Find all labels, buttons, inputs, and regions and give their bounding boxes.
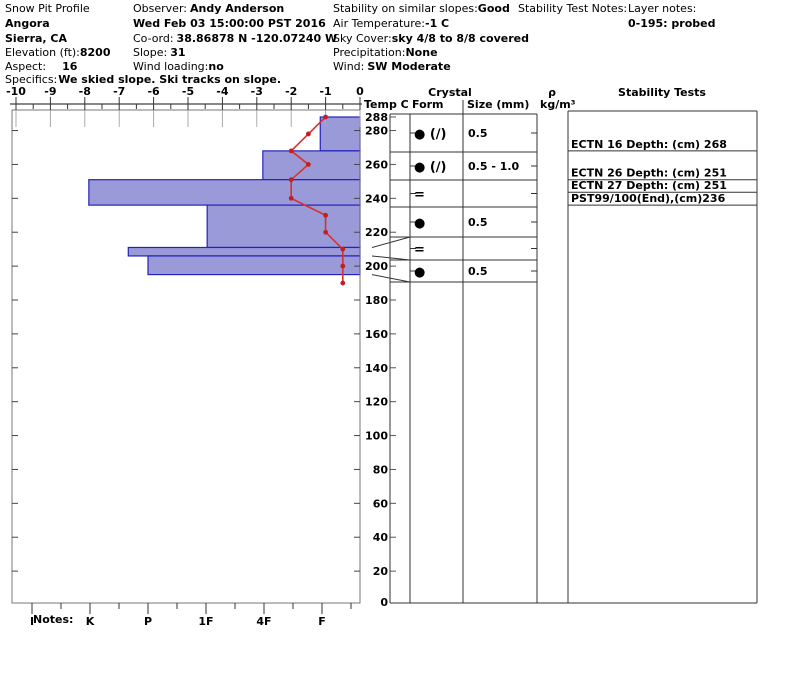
crystal-size: 0.5 — [468, 127, 488, 140]
crystal-form: = — [414, 187, 425, 203]
depth-tick-label: 220 — [365, 226, 388, 240]
report-title-text: Snow Pit Profile — [5, 2, 90, 15]
coord-value: 38.86878 N -120.07240 W — [176, 32, 338, 45]
snow-layer-bar — [89, 180, 360, 205]
temp-tick-label: -6 — [147, 85, 160, 98]
observer-label: Observer: — [133, 2, 187, 15]
depth-tick-label: 140 — [365, 361, 388, 375]
stability-test-entry: PST99/100(End),(cm)236 — [571, 192, 726, 206]
temp-tick-label: -10 — [6, 85, 26, 98]
snow-layer-bar — [128, 247, 360, 255]
temperature-point — [340, 264, 345, 269]
size-header: Size (mm) — [467, 98, 530, 111]
depth-tick-label: 280 — [365, 124, 388, 138]
air-temp-label: Air Temperature: — [333, 17, 425, 30]
depth-tick-label: 80 — [372, 463, 388, 477]
hardness-tick-label: 1F — [198, 615, 214, 628]
temperature-point — [340, 281, 345, 286]
depth-tick-label: 260 — [365, 158, 388, 172]
depth-tick-label: 120 — [365, 395, 388, 409]
wind-value: SW Moderate — [367, 60, 451, 73]
slope-value: 31 — [170, 46, 186, 59]
stability-test-entry: ECTN 16 Depth: (cm) 268 — [571, 137, 727, 151]
hardness-tick-label: I — [29, 615, 35, 628]
form-header: Form — [412, 98, 444, 111]
stability-tests — [568, 138, 757, 205]
temperature-point — [289, 196, 294, 201]
site-name: Angora — [5, 17, 50, 30]
temp-tick-label: -3 — [250, 85, 263, 98]
temp-tick-label: -5 — [181, 85, 195, 98]
stability-label: Stability on similar slopes: — [333, 2, 478, 15]
temperature-point — [289, 177, 294, 182]
temp-tick-label: -8 — [78, 85, 91, 98]
snow-layer-bar — [207, 205, 360, 247]
depth-tick-label: 100 — [365, 429, 388, 443]
snow-layer-bar — [320, 117, 360, 151]
table-headers — [412, 86, 706, 111]
hardness-tick-label: K — [85, 615, 95, 628]
wind-label: Wind: — [333, 60, 365, 73]
observer-value: Andy Anderson — [189, 2, 285, 15]
elevation-label: Elevation (ft): — [5, 46, 80, 59]
temp-tick-label: -2 — [285, 85, 298, 98]
stability-test-entry: ECTN 27 Depth: (cm) 251 — [571, 179, 727, 193]
depth-tick-label: 40 — [372, 531, 388, 545]
temperature-point — [289, 148, 294, 153]
temp-tick-label: 0 — [356, 85, 364, 98]
notes-label: Notes: — [33, 613, 74, 626]
crystal-form: = — [414, 242, 425, 258]
sky-cover-value: sky 4/8 to 8/8 covered — [391, 32, 529, 45]
depth-tick-label: 288 — [365, 111, 388, 124]
layer-notes-value: 0-195: probed — [628, 17, 716, 30]
temp-tick-label: -1 — [319, 85, 332, 98]
temperature-point — [323, 230, 328, 235]
hardness-tick-label: F — [318, 615, 326, 628]
crystal-rows — [410, 127, 537, 280]
hardness-bars — [89, 117, 360, 275]
wind-loading-label: Wind loading: — [133, 60, 209, 73]
sky-cover-label: Sky Cover: — [333, 32, 392, 45]
temp-tick-label: -4 — [216, 85, 229, 98]
crystal-form: ● — [414, 265, 426, 280]
stability-test-notes-label: Stability Test Notes: — [518, 2, 628, 15]
temperature-point — [323, 213, 328, 218]
depth-tick-label: 160 — [365, 327, 388, 341]
aspect-label: Aspect: — [5, 60, 47, 73]
depth-tick-label: 180 — [365, 294, 388, 307]
crystal-form: ● (∕) — [414, 160, 447, 175]
temperature-point — [306, 162, 311, 167]
crystal-form: ● (∕) — [414, 127, 447, 142]
hardness-tick-label: 4F — [256, 615, 272, 628]
hardness-axis — [30, 603, 351, 628]
aspect-value: 16 — [62, 60, 78, 73]
datetime: Wed Feb 03 15:00:00 PST 2016 — [133, 17, 326, 30]
layer-notes-label: Layer notes: — [628, 2, 697, 15]
depth-tick-label: 240 — [365, 192, 388, 206]
site-region: Sierra, CA — [5, 32, 68, 45]
stability-tests-header: Stability Tests — [618, 86, 706, 99]
density-unit-header: kg/m³ — [540, 98, 576, 111]
stability-value: Good — [477, 2, 510, 15]
temp-tick-label: -7 — [113, 85, 126, 98]
air-temp-value: -1 C — [425, 17, 450, 30]
crystal-size: 0.5 - 1.0 — [468, 160, 520, 173]
depth-tick-label: 0 — [380, 596, 388, 609]
temp-axis-title: Temp C — [364, 98, 409, 111]
coord-label: Co-ord: — [133, 32, 174, 45]
temperature-point — [323, 115, 328, 120]
crystal-size: 0.5 — [468, 216, 488, 229]
specifics-label: Specifics: — [5, 73, 58, 86]
temp-tick-label: -9 — [44, 85, 57, 98]
depth-tick-label: 20 — [372, 565, 388, 579]
slope-label: Slope: — [133, 46, 168, 59]
depth-tick-label: 60 — [372, 497, 388, 511]
wind-loading-value: no — [208, 60, 224, 73]
density-symbol-header: ρ — [548, 86, 556, 99]
specifics-value: We skied slope. Ski tracks on slope. — [58, 73, 282, 86]
elevation-value: 8200 — [79, 46, 111, 59]
precip-label: Precipitation: — [333, 46, 406, 59]
temperature-point — [306, 132, 311, 137]
snow-layer-bar — [263, 151, 360, 180]
precip-value: None — [405, 46, 438, 59]
snow-layer-bar — [148, 256, 360, 275]
depth-tick-label: 200 — [365, 260, 388, 274]
crystal-header: Crystal — [428, 86, 472, 99]
crystal-form: ● — [414, 216, 426, 231]
stability-test-entry: ECTN 26 Depth: (cm) 251 — [571, 166, 727, 180]
temperature-point — [340, 247, 345, 252]
hardness-tick-label: P — [143, 615, 153, 628]
crystal-size: 0.5 — [468, 265, 488, 278]
